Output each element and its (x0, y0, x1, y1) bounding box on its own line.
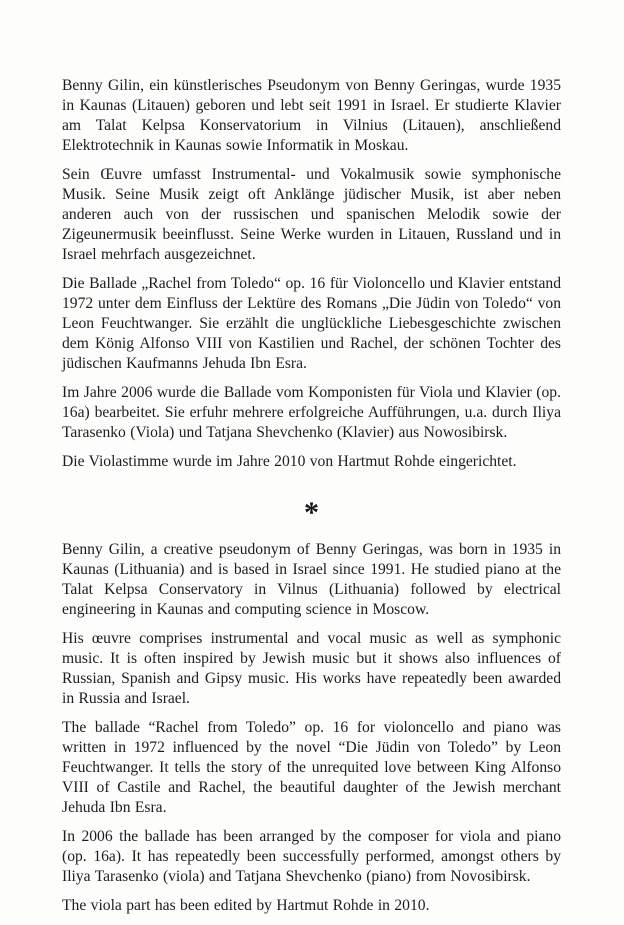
paragraph-german-viola-part: Die Violastimme wurde im Jahre 2010 von Hartmut Rohde eingerichtet. (62, 453, 517, 470)
paragraph-english-arrangement: In 2006 the ballade has been arranged by the composer for viola and piano (op. 16a). It has repeatedly been successfully performed, amongst others by Iliya Tarasenko (viola) and Tatjana Shevchenko (piano) from Novosibirsk. (62, 828, 561, 885)
paragraph-german-ballade: Die Ballade „Rachel from Toledo“ op. 16 für Violoncello und Klavier entstand 1972 unter dem Einfluss der Lektüre des Romans „Die Jüdin von Toledo“ von Leon Feuchtwanger. Sie erzählt die unglückliche Liebesgeschichte zwischen dem König Alfonso VIII von Kastilien und Rachel, der schönen Tochter des jüdischen Kaufmanns Jehuda Ibn Esra. (62, 275, 561, 372)
paragraph-english-ballade: The ballade “Rachel from Toledo” op. 16 for violoncello and piano was written in 1972 influenced by the novel “Die Jüdin von Toledo” by Leon Feuchtwanger. It tells the story of the unrequited love between King Alfonso VIII of Castile and Rachel, the beautiful daughter of the Jewish merchant Jehuda Ibn Esra. (62, 719, 561, 816)
paragraph-german-oeuvre: Sein Œuvre umfasst Instrumental- und Vokalmusik sowie symphonische Musik. Seine Musik zeigt oft Anklänge jüdischer Musik, ist aber neben anderen auch von der russischen und spanischen Melodik sowie der Zigeunermusik beeinflusst. Seine Werke wurden in Litauen, Russland und in Israel mehrfach ausgezeichnet. (62, 166, 561, 263)
paragraph-english-oeuvre: His œuvre comprises instrumental and vocal music as well as symphonic music. It is often inspired by Jewish music but it shows also influences of Russian, Spanish and Gipsy music. His works have repeatedly been awarded in Russia and Israel. (62, 630, 561, 707)
paragraph-german-arrangement: Im Jahre 2006 wurde die Ballade vom Komponisten für Viola und Klavier (op. 16a) bearbeitet. Sie erfuhr mehrere erfolgreiche Aufführungen, u.a. durch Iliya Tarasenko (Viola) und Tatjana Shevchenko (Klavier) aus Nowosibirsk. (62, 384, 561, 441)
paragraph-german-bio: Benny Gilin, ein künstlerisches Pseudonym von Benny Geringas, wurde 1935 in Kaunas (Litauen) geboren und lebt seit 1991 in Israel. Er studierte Klavier am Talat Kelpsa Konservatorium in Vilnius (Litauen), anschließend Elektrotechnik in Kaunas sowie Informatik in Moskau. (62, 77, 561, 154)
paragraph-english-viola-part: The viola part has been edited by Hartmut Rohde in 2010. (62, 897, 430, 914)
asterisk-separator: * (304, 496, 319, 529)
paragraph-english-bio: Benny Gilin, a creative pseudonym of Benny Geringas, was born in 1935 in Kaunas (Lithuania) and is based in Israel since 1991. He studied piano at the Talat Kelpsa Conservatory in Vilnus (Lithuania) followed by electrical engineering in Kaunas and computing science in Moscow. (62, 541, 561, 618)
text-block (62, 76, 561, 925)
